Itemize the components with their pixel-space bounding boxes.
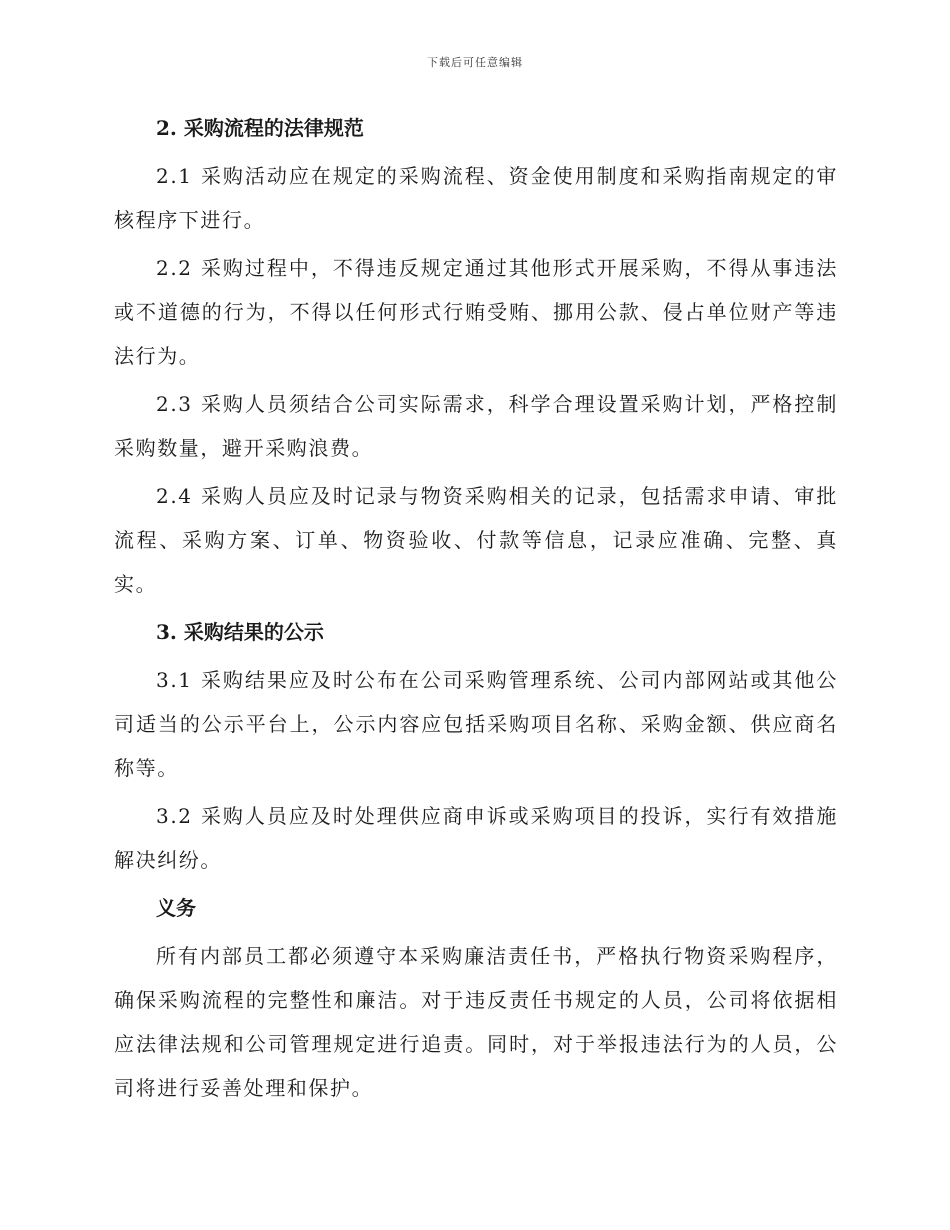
section-heading-obligations: 义务 (156, 896, 196, 920)
section-heading-procurement-legal: 2. 采购流程的法律规范 (156, 116, 364, 140)
section-heading-procurement-results: 3. 采购结果的公示 (156, 620, 324, 644)
page-header-note: 下载后可任意编辑 (427, 56, 523, 69)
paragraph-3-2: 3.2 采购人员应及时处理供应商申诉或采购项目的投诉，实行有效措施解决纠纷。 (114, 804, 838, 872)
document-body (114, 106, 838, 1114)
paragraph-2-4: 2.4 采购人员应及时记录与物资采购相关的记录，包括需求申请、审批流程、采购方案、订单、物资验收、付款等信息，记录应准确、完整、真实。 (114, 484, 838, 596)
paragraph-3-1: 3.1 采购结果应及时公布在公司采购管理系统、公司内部网站或其他公司适当的公示平台上，公示内容应包括采购项目名称、采购金额、供应商名称等。 (114, 668, 838, 780)
paragraph-2-1: 2.1 采购活动应在规定的采购流程、资金使用制度和采购指南规定的审核程序下进行。 (114, 164, 838, 232)
paragraph-obligations: 所有内部员工都必须遵守本采购廉洁责任书，严格执行物资采购程序，确保采购流程的完整性和廉洁。对于违反责任书规定的人员，公司将依据相应法律法规和公司管理规定进行追责。同时，对于举报违法行为的人员，公司将进行妥善处理和保护。 (114, 944, 838, 1100)
paragraph-2-3: 2.3 采购人员须结合公司实际需求，科学合理设置采购计划，严格控制采购数量，避开采购浪费。 (114, 392, 838, 460)
paragraph-2-2: 2.2 采购过程中，不得违反规定通过其他形式开展采购，不得从事违法或不道德的行为，不得以任何形式行贿受贿、挪用公款、侵占单位财产等违法行为。 (114, 256, 838, 368)
